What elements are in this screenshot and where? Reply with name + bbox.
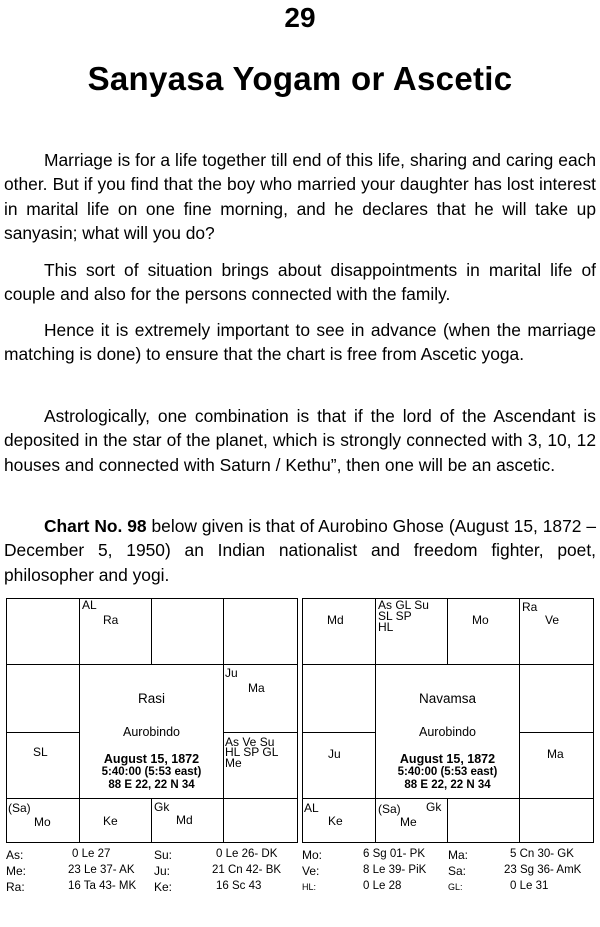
rasi-house-12-text: SL bbox=[33, 745, 48, 759]
rasi-chart-name: Rasi bbox=[137, 691, 165, 706]
navamsa-left-divider bbox=[302, 732, 376, 733]
rasi-house-8-text-a: Gk bbox=[154, 800, 170, 814]
rasi-right-divider bbox=[223, 732, 298, 733]
rasi-house-3 bbox=[151, 598, 224, 665]
positions-row-3 bbox=[0, 880, 600, 896]
page-number: 29 bbox=[284, 2, 316, 33]
pos-label-me: Me: bbox=[6, 864, 27, 878]
navamsa-house-4 bbox=[519, 598, 594, 665]
navamsa-person-name: Aurobindo bbox=[419, 725, 476, 739]
pos-value-ke: 16 Sc 43 bbox=[216, 880, 262, 892]
rasi-house-10-text-a: (Sa) bbox=[8, 801, 31, 815]
pos-label-ke: Ke: bbox=[154, 880, 173, 894]
rasi-center-panel bbox=[79, 664, 224, 799]
pos-value-ju: 21 Cn 42- BK bbox=[212, 864, 282, 876]
navamsa-house-12-text: Ju bbox=[328, 747, 341, 761]
paragraph-1: Marriage is for a life together till end of this life, sharing and caring each other. But if you find that the boy who married your daughter has lost interest in marital life on one fine morning, and he declares that he will take up sanyasin; what will you do? bbox=[4, 150, 596, 243]
pos-value-as: 0 Le 27 bbox=[72, 848, 111, 860]
navamsa-birth-date: August 15, 1872 bbox=[399, 752, 496, 766]
rasi-house-5-text-a: As Ve Su bbox=[225, 735, 275, 749]
positions-row-2 bbox=[0, 864, 600, 880]
pos-label-ra: Ra: bbox=[6, 880, 25, 894]
rasi-house-9-text: Ke bbox=[103, 814, 118, 828]
navamsa-house-3-text: Mo bbox=[472, 613, 489, 627]
navamsa-chart bbox=[302, 598, 594, 843]
navamsa-house-1-text: Md bbox=[327, 613, 344, 627]
navamsa-house-9-text-b: Ke bbox=[328, 814, 343, 828]
rasi-left-divider bbox=[6, 732, 80, 733]
pos-value-su: 0 Le 26- DK bbox=[216, 848, 278, 860]
page-title: Sanyasa Yogam or Ascetic bbox=[87, 60, 513, 97]
navamsa-house-2-text-a: As GL Su bbox=[378, 598, 429, 612]
rasi-house-4-text-a: Ju bbox=[225, 666, 238, 680]
rasi-house-2-text-a: AL bbox=[82, 598, 97, 612]
rasi-house-8-text-b: Md bbox=[176, 813, 193, 827]
rasi-birth-date: August 15, 1872 bbox=[103, 752, 200, 766]
rasi-house-5-text-c: Me bbox=[225, 756, 242, 770]
rasi-house-10-text-b: Mo bbox=[34, 815, 51, 829]
rasi-house-1 bbox=[6, 598, 80, 665]
navamsa-house-9 bbox=[302, 798, 376, 843]
rasi-house-9 bbox=[79, 798, 152, 843]
rasi-person-name: Aurobindo bbox=[123, 725, 180, 739]
navamsa-chart-name: Navamsa bbox=[418, 691, 477, 706]
pos-label-hl: HL: bbox=[302, 882, 317, 892]
pos-value-sa: 23 Sg 36- AmK bbox=[504, 864, 582, 876]
navamsa-house-9-text-a: AL bbox=[304, 801, 319, 815]
navamsa-house-3 bbox=[447, 598, 520, 665]
rasi-house-5-text-b: HL SP GL bbox=[225, 745, 279, 759]
rasi-house-4-text-b: Ma bbox=[248, 681, 265, 695]
pos-value-gl: 0 Le 31 bbox=[510, 880, 549, 892]
navamsa-house-2-text-c: HL bbox=[378, 620, 394, 634]
navamsa-birth-time: 5:40:00 (5:53 east) bbox=[397, 766, 498, 778]
rasi-house-8 bbox=[151, 798, 224, 843]
rasi-house-4 bbox=[223, 598, 298, 665]
navamsa-right-divider bbox=[519, 732, 594, 733]
pos-value-ve: 8 Le 39- PiK bbox=[363, 864, 427, 876]
navamsa-house-8-text-b: Gk bbox=[426, 800, 442, 814]
pos-value-me: 23 Le 37- AK bbox=[68, 864, 135, 876]
navamsa-house-6 bbox=[519, 798, 594, 843]
paragraph-3: Hence it is extremely important to see in advance (when the marriage matching is done) to ensure that the chart is free from Ascetic yoga. bbox=[4, 320, 596, 365]
navamsa-birth-coords: 88 E 22, 22 N 34 bbox=[404, 779, 491, 791]
chart-intro-text: below given is that of Aurobino Ghose (August 15, 1872 – December 5, 1950) an Indian nationalist and freedom fighter, poet, philosopher and yogi. bbox=[4, 516, 597, 585]
pos-label-gl: GL: bbox=[448, 882, 463, 892]
paragraph-chart-intro bbox=[4, 514, 596, 587]
navamsa-house-4-text-b: Ve bbox=[545, 613, 560, 627]
rasi-birth-coords: 88 E 22, 22 N 34 bbox=[108, 779, 195, 791]
pos-label-ju: Ju: bbox=[154, 864, 171, 878]
rasi-house-7 bbox=[223, 798, 298, 843]
rasi-house-10 bbox=[6, 798, 80, 843]
navamsa-house-2 bbox=[375, 598, 448, 665]
navamsa-house-1 bbox=[302, 598, 376, 665]
pos-label-ma: Ma: bbox=[448, 848, 469, 862]
navamsa-center-panel bbox=[375, 664, 520, 799]
pos-label-sa: Sa: bbox=[448, 864, 467, 878]
positions-row-1 bbox=[0, 848, 600, 864]
paragraph-2: This sort of situation brings about disappointments in marital life of couple and also for the persons connected with the family. bbox=[4, 260, 596, 305]
pos-label-mo: Mo: bbox=[302, 848, 323, 862]
navamsa-house-8-text-c: Me bbox=[400, 815, 417, 829]
pos-value-ra: 16 Ta 43- MK bbox=[68, 880, 137, 892]
navamsa-house-6-text: Ma bbox=[547, 747, 564, 761]
chart-number: Chart No. 98 bbox=[44, 516, 147, 536]
pos-value-ma: 5 Cn 30- GK bbox=[510, 848, 574, 860]
pos-label-su: Su: bbox=[154, 848, 173, 862]
pos-value-mo: 6 Sg 01- PK bbox=[363, 848, 426, 860]
rasi-house-2 bbox=[79, 598, 152, 665]
navamsa-house-8-text-a: (Sa) bbox=[378, 802, 401, 816]
rasi-birth-time: 5:40:00 (5:53 east) bbox=[101, 766, 202, 778]
rasi-chart bbox=[6, 598, 298, 843]
navamsa-house-8 bbox=[375, 798, 448, 843]
paragraph-4: Astrologically, one combination is that if the lord of the Ascendant is deposited in the star of the planet, which is strongly connected with 3, 10, 12 houses and connected with Saturn / Kethu”, then one will be an ascetic. bbox=[4, 406, 596, 475]
rasi-house-2-text-b: Ra bbox=[103, 613, 119, 627]
navamsa-house-7 bbox=[447, 798, 520, 843]
navamsa-house-4-text-a: Ra bbox=[522, 600, 538, 614]
pos-value-hl: 0 Le 28 bbox=[363, 880, 402, 892]
pos-label-ve: Ve: bbox=[302, 864, 320, 878]
pos-label-as: As: bbox=[6, 848, 24, 862]
navamsa-house-2-text-b: SL SP bbox=[378, 609, 412, 623]
